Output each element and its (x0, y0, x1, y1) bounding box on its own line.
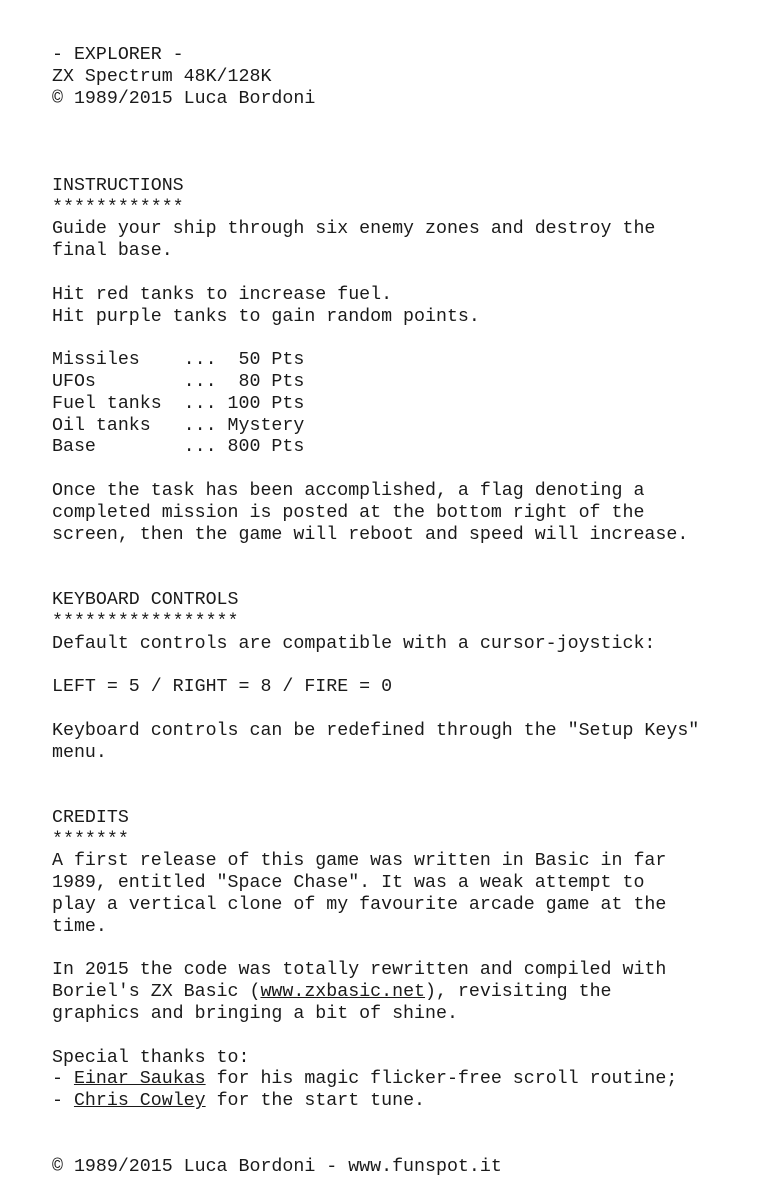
keyboard-text-line: menu. (52, 742, 107, 763)
score-row: Fuel tanks ... 100 Pts (52, 393, 305, 414)
credits-text-line: graphics and bringing a bit of shine. (52, 1004, 458, 1025)
copyright-line: © 1989/2015 Luca Bordoni (52, 88, 316, 109)
keyboard-heading: KEYBOARD CONTROLS (52, 589, 239, 610)
keyboard-heading-underline: ***************** (52, 611, 239, 632)
chris-cowley-link[interactable]: Chris Cowley (73, 1091, 206, 1112)
credits-text-segment: ), revisiting the (425, 982, 612, 1003)
thanks-text: for the start tune. (205, 1091, 426, 1112)
instructions-heading: INSTRUCTIONS (52, 175, 184, 196)
credits-text-segment: Boriel's ZX Basic ( (52, 982, 261, 1003)
instructions-text-line: Hit red tanks to increase fuel. (52, 284, 393, 305)
instructions-text-line: Once the task has been accomplished, a flag denoting a (52, 480, 645, 501)
credits-text-line: A first release of this game was written in Basic in far (52, 851, 667, 872)
score-row: Oil tanks ... Mystery (52, 415, 305, 436)
credits-heading-underline: ******* (52, 829, 129, 850)
instructions-text-line: final base. (52, 241, 173, 262)
instructions-text-line: completed mission is posted at the bottom right of the (52, 502, 645, 523)
instructions-text-line: Guide your ship through six enemy zones and destroy the (52, 219, 656, 240)
keyboard-text-line: Default controls are compatible with a cursor-joystick: (52, 633, 656, 654)
readme-document (52, 45, 752, 1178)
credits-heading: CREDITS (52, 807, 129, 828)
credits-text-line: play a vertical clone of my favourite arcade game at the (52, 895, 667, 916)
thanks-item (52, 1091, 752, 1113)
thanks-text: for his magic flicker-free scroll routine; (205, 1069, 678, 1090)
credits-text-line: time. (52, 916, 107, 937)
score-row: UFOs ... 80 Pts (52, 371, 305, 392)
credits-text-line (52, 982, 752, 1004)
thanks-item (52, 1069, 752, 1091)
platform-line: ZX Spectrum 48K/128K (52, 66, 272, 87)
game-title: - EXPLORER - (52, 45, 184, 65)
credits-text-line: In 2015 the code was totally rewritten and compiled with (52, 960, 667, 981)
thanks-dash: - (52, 1069, 74, 1090)
instructions-heading-underline: ************ (52, 197, 184, 218)
credits-text-line: 1989, entitled "Space Chase". It was a weak attempt to (52, 873, 645, 894)
thanks-heading: Special thanks to: (52, 1047, 250, 1068)
footer-copyright: © 1989/2015 Luca Bordoni - www.funspot.it (52, 1156, 502, 1177)
score-row: Missiles ... 50 Pts (52, 350, 305, 371)
zxbasic-link[interactable]: www.zxbasic.net (260, 982, 426, 1003)
keyboard-keys-line: LEFT = 5 / RIGHT = 8 / FIRE = 0 (52, 677, 393, 698)
keyboard-text-line: Keyboard controls can be redefined through the "Setup Keys" (52, 720, 700, 741)
score-row: Base ... 800 Pts (52, 437, 305, 458)
instructions-text-line: Hit purple tanks to gain random points. (52, 306, 480, 327)
thanks-dash: - (52, 1091, 74, 1112)
instructions-text-line: screen, then the game will reboot and speed will increase. (52, 524, 689, 545)
einar-saukas-link[interactable]: Einar Saukas (73, 1069, 206, 1090)
